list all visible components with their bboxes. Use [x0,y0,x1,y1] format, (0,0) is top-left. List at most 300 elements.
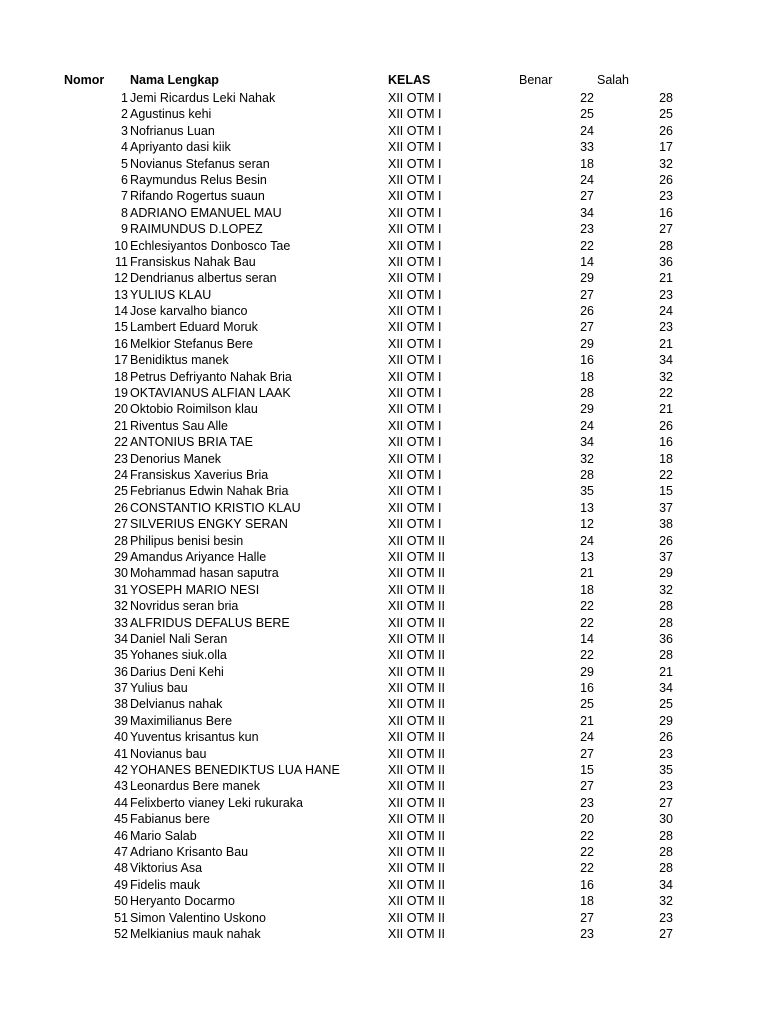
cell-nomor: 40 [114,730,128,745]
cell-nomor: 49 [114,877,128,892]
table-row [0,336,768,352]
cell-kelas: XII OTM II [388,795,445,810]
cell-kelas: XII OTM I [388,189,442,204]
cell-benar: 22 [580,828,594,843]
table-row [0,270,768,286]
cell-nama-lengkap: SILVERIUS ENGKY SERAN [130,517,288,532]
cell-nomor: 6 [121,172,128,187]
cell-kelas: XII OTM II [388,681,445,696]
cell-salah: 28 [659,861,673,876]
cell-nomor: 29 [114,549,128,564]
cell-nomor: 36 [114,664,128,679]
cell-kelas: XII OTM I [388,386,442,401]
table-row [0,680,768,696]
cell-salah: 22 [659,467,673,482]
cell-nomor: 14 [114,304,128,319]
cell-salah: 24 [659,304,673,319]
table-row [0,828,768,844]
cell-nomor: 44 [114,795,128,810]
table-row [0,139,768,155]
cell-nama-lengkap: YOHANES BENEDIKTUS LUA HANE [130,763,340,778]
cell-kelas: XII OTM II [388,763,445,778]
cell-nama-lengkap: Philipus benisi besin [130,533,244,548]
cell-salah: 23 [659,189,673,204]
cell-benar: 32 [580,451,594,466]
cell-kelas: XII OTM I [388,172,442,187]
table-row [0,188,768,204]
cell-kelas: XII OTM II [388,648,445,663]
cell-benar: 27 [580,779,594,794]
cell-benar: 34 [580,435,594,450]
cell-benar: 23 [580,222,594,237]
table-row [0,811,768,827]
cell-salah: 25 [659,107,673,122]
cell-kelas: XII OTM II [388,779,445,794]
table-row [0,418,768,434]
cell-nomor: 3 [121,123,128,138]
table-row [0,860,768,876]
cell-salah: 23 [659,320,673,335]
table-row [0,123,768,139]
cell-nomor: 26 [114,500,128,515]
cell-salah: 28 [659,615,673,630]
cell-salah: 16 [659,435,673,450]
cell-kelas: XII OTM II [388,910,445,925]
cell-salah: 26 [659,533,673,548]
cell-benar: 24 [580,172,594,187]
table-row [0,500,768,516]
cell-nomor: 24 [114,467,128,482]
cell-nama-lengkap: Felixberto vianey Leki rukuraka [130,795,303,810]
cell-kelas: XII OTM II [388,746,445,761]
cell-nomor: 47 [114,844,128,859]
cell-salah: 23 [659,779,673,794]
cell-kelas: XII OTM I [388,140,442,155]
cell-salah: 28 [659,648,673,663]
cell-benar: 22 [580,861,594,876]
table-row [0,696,768,712]
cell-benar: 27 [580,746,594,761]
cell-kelas: XII OTM I [388,123,442,138]
table-row [0,582,768,598]
cell-kelas: XII OTM I [388,336,442,351]
cell-nama-lengkap: OKTAVIANUS ALFIAN LAAK [130,386,291,401]
cell-salah: 23 [659,746,673,761]
table-row [0,385,768,401]
cell-kelas: XII OTM I [388,435,442,450]
cell-nama-lengkap: Lambert Eduard Moruk [130,320,258,335]
cell-kelas: XII OTM I [388,418,442,433]
cell-nomor: 21 [114,418,128,433]
cell-nomor: 39 [114,713,128,728]
cell-benar: 28 [580,467,594,482]
cell-nomor: 35 [114,648,128,663]
table-row [0,565,768,581]
cell-benar: 22 [580,91,594,105]
cell-salah: 18 [659,451,673,466]
cell-nomor: 48 [114,861,128,876]
cell-benar: 29 [580,664,594,679]
cell-benar: 27 [580,910,594,925]
cell-nomor: 23 [114,451,128,466]
cell-salah: 32 [659,894,673,909]
cell-nama-lengkap: Melkior Stefanus Bere [130,336,253,351]
cell-nama-lengkap: ADRIANO EMANUEL MAU [130,205,282,220]
table-row [0,631,768,647]
cell-benar: 21 [580,566,594,581]
cell-salah: 34 [659,877,673,892]
cell-benar: 29 [580,271,594,286]
cell-nomor: 43 [114,779,128,794]
cell-kelas: XII OTM II [388,549,445,564]
table-row [0,533,768,549]
cell-benar: 24 [580,533,594,548]
cell-kelas: XII OTM I [388,287,442,302]
cell-nama-lengkap: Daniel Nali Seran [130,631,228,646]
cell-salah: 17 [659,140,673,155]
table-row [0,451,768,467]
cell-nama-lengkap: Agustinus kehi [130,107,212,122]
table-row [0,90,768,106]
table-row [0,483,768,499]
cell-kelas: XII OTM I [388,517,442,532]
cell-nomor: 33 [114,615,128,630]
cell-salah: 26 [659,418,673,433]
cell-salah: 28 [659,599,673,614]
cell-kelas: XII OTM II [388,533,445,548]
cell-kelas: XII OTM II [388,861,445,876]
table-row [0,434,768,450]
table-row [0,287,768,303]
cell-nomor: 12 [114,271,128,286]
cell-salah: 23 [659,287,673,302]
cell-nomor: 2 [121,107,128,122]
cell-kelas: XII OTM II [388,631,445,646]
cell-kelas: XII OTM I [388,467,442,482]
table-row [0,910,768,926]
cell-nomor: 8 [121,205,128,220]
cell-benar: 25 [580,107,594,122]
cell-benar: 23 [580,795,594,810]
cell-nama-lengkap: Jose karvalho bianco [130,304,248,319]
table-row [0,795,768,811]
cell-nomor: 15 [114,320,128,335]
cell-nomor: 46 [114,828,128,843]
header-benar: Benar [519,73,553,87]
table-row [0,778,768,794]
cell-benar: 27 [580,320,594,335]
cell-salah: 26 [659,123,673,138]
cell-nomor: 5 [121,156,128,171]
cell-kelas: XII OTM II [388,926,445,941]
cell-salah: 26 [659,172,673,187]
cell-nama-lengkap: Fransiskus Nahak Bau [130,254,256,269]
cell-nomor: 16 [114,336,128,351]
table-row [0,156,768,172]
cell-salah: 34 [659,681,673,696]
cell-salah: 15 [659,484,673,499]
cell-benar: 13 [580,500,594,515]
cell-nama-lengkap: YULIUS KLAU [130,287,212,302]
cell-salah: 27 [659,222,673,237]
cell-salah: 16 [659,205,673,220]
cell-benar: 27 [580,189,594,204]
cell-salah: 27 [659,926,673,941]
cell-benar: 16 [580,353,594,368]
cell-nama-lengkap: Simon Valentino Uskono [130,910,266,925]
cell-nama-lengkap: Adriano Krisanto Bau [130,844,249,859]
cell-nama-lengkap: Novianus Stefanus seran [130,156,270,171]
cell-nama-lengkap: RAIMUNDUS D.LOPEZ [130,222,263,237]
cell-salah: 36 [659,631,673,646]
cell-nama-lengkap: Raymundus Relus Besin [130,172,267,187]
cell-kelas: XII OTM II [388,812,445,827]
cell-benar: 27 [580,287,594,302]
cell-nama-lengkap: Novianus bau [130,746,207,761]
cell-salah: 32 [659,369,673,384]
cell-salah: 26 [659,730,673,745]
cell-salah: 21 [659,336,673,351]
cell-nama-lengkap: Echlesiyantos Donbosco Tae [130,238,291,253]
cell-salah: 34 [659,353,673,368]
cell-benar: 22 [580,238,594,253]
cell-nama-lengkap: Nofrianus Luan [130,123,215,138]
cell-benar: 21 [580,713,594,728]
cell-benar: 22 [580,615,594,630]
cell-nama-lengkap: Rifando Rogertus suaun [130,189,265,204]
cell-nomor: 11 [115,254,128,269]
cell-kelas: XII OTM II [388,730,445,745]
cell-salah: 30 [659,812,673,827]
cell-salah: 32 [659,156,673,171]
cell-nomor: 52 [114,926,128,941]
cell-benar: 24 [580,730,594,745]
cell-kelas: XII OTM I [388,369,442,384]
cell-salah: 35 [659,763,673,778]
table-row [0,319,768,335]
header-nama-lengkap: Nama Lengkap [130,73,219,87]
table-row [0,516,768,532]
table-row [0,221,768,237]
cell-benar: 24 [580,418,594,433]
cell-nomor: 22 [114,435,128,450]
cell-nama-lengkap: Oktobio Roimilson klau [130,402,258,417]
cell-nama-lengkap: YOSEPH MARIO NESI [130,582,260,597]
table-row [0,238,768,254]
cell-nama-lengkap: Maximilianus Bere [130,713,233,728]
cell-nomor: 45 [114,812,128,827]
table-row [0,893,768,909]
table-row [0,254,768,270]
cell-nama-lengkap: Novridus seran bria [130,599,239,614]
cell-nama-lengkap: Yulius bau [130,681,188,696]
table-row [0,713,768,729]
cell-nomor: 19 [114,386,128,401]
cell-benar: 13 [580,549,594,564]
cell-benar: 22 [580,648,594,663]
cell-benar: 28 [580,386,594,401]
cell-salah: 29 [659,713,673,728]
table-row [0,664,768,680]
cell-salah: 38 [659,517,673,532]
cell-nama-lengkap: ALFRIDUS DEFALUS BERE [130,615,290,630]
table-row [0,303,768,319]
cell-nama-lengkap: Benidiktus manek [130,353,229,368]
cell-salah: 36 [659,254,673,269]
cell-kelas: XII OTM II [388,615,445,630]
cell-salah: 32 [659,582,673,597]
cell-benar: 18 [580,156,594,171]
cell-benar: 22 [580,844,594,859]
header-kelas: KELAS [388,73,431,87]
cell-nomor: 34 [114,631,128,646]
cell-kelas: XII OTM I [388,500,442,515]
cell-benar: 22 [580,599,594,614]
cell-salah: 22 [659,386,673,401]
cell-nama-lengkap: Fabianus bere [130,812,210,827]
cell-kelas: XII OTM I [388,484,442,499]
cell-nama-lengkap: Yuventus krisantus kun [130,730,259,745]
cell-nomor: 51 [114,910,128,925]
cell-benar: 16 [580,681,594,696]
cell-nomor: 41 [114,746,128,761]
cell-nomor: 27 [114,517,128,532]
cell-nama-lengkap: Mario Salab [130,828,197,843]
cell-salah: 28 [659,91,673,105]
cell-nomor: 31 [114,582,128,597]
cell-nama-lengkap: Fidelis mauk [130,877,201,892]
header-salah: Salah [597,73,629,87]
cell-nomor: 4 [121,140,128,155]
cell-nama-lengkap: Denorius Manek [130,451,222,466]
cell-benar: 18 [580,369,594,384]
cell-nama-lengkap: Darius Deni Kehi [130,664,224,679]
cell-kelas: XII OTM I [388,271,442,286]
cell-nama-lengkap: Apriyanto dasi kiik [130,140,231,155]
cell-salah: 21 [659,664,673,679]
table-row [0,762,768,778]
table-row [0,106,768,122]
cell-kelas: XII OTM I [388,353,442,368]
cell-nama-lengkap: Jemi Ricardus Leki Nahak [130,91,276,105]
cell-nomor: 30 [114,566,128,581]
cell-kelas: XII OTM II [388,894,445,909]
cell-kelas: XII OTM I [388,254,442,269]
cell-nama-lengkap: ANTONIUS BRIA TAE [130,435,253,450]
table-row [0,172,768,188]
cell-benar: 29 [580,336,594,351]
cell-benar: 15 [580,763,594,778]
cell-benar: 14 [580,631,594,646]
table-row [0,647,768,663]
header-nomor: Nomor [64,73,105,87]
cell-nomor: 37 [114,681,128,696]
cell-nama-lengkap: Fransiskus Xaverius Bria [130,467,269,482]
cell-kelas: XII OTM II [388,713,445,728]
cell-kelas: XII OTM II [388,877,445,892]
table-row [0,926,768,942]
table-row [0,401,768,417]
cell-salah: 28 [659,828,673,843]
cell-nama-lengkap: Mohammad hasan saputra [130,566,279,581]
cell-nama-lengkap: Riventus Sau Alle [130,418,228,433]
table-row [0,205,768,221]
cell-benar: 18 [580,894,594,909]
table-row [0,369,768,385]
table-row [0,615,768,631]
cell-kelas: XII OTM II [388,828,445,843]
cell-nomor: 1 [121,91,128,105]
cell-kelas: XII OTM I [388,402,442,417]
cell-nomor: 25 [114,484,128,499]
cell-nomor: 7 [121,189,128,204]
cell-kelas: XII OTM II [388,664,445,679]
table-row [0,598,768,614]
table-row [0,467,768,483]
cell-benar: 12 [580,517,594,532]
cell-benar: 24 [580,123,594,138]
cell-benar: 33 [580,140,594,155]
cell-nama-lengkap: Yohanes siuk.olla [130,648,227,663]
table-row [0,877,768,893]
cell-nomor: 28 [114,533,128,548]
cell-salah: 28 [659,844,673,859]
cell-nomor: 32 [114,599,128,614]
cell-salah: 21 [659,271,673,286]
cell-salah: 27 [659,795,673,810]
cell-nomor: 50 [114,894,128,909]
cell-kelas: XII OTM I [388,107,442,122]
cell-nomor: 17 [114,353,128,368]
cell-kelas: XII OTM II [388,566,445,581]
cell-nama-lengkap: Leonardus Bere manek [130,779,260,794]
table-body [0,90,768,942]
cell-nomor: 18 [114,369,128,384]
cell-kelas: XII OTM II [388,697,445,712]
cell-nomor: 38 [114,697,128,712]
cell-benar: 25 [580,697,594,712]
cell-nomor: 10 [114,238,128,253]
cell-salah: 28 [659,238,673,253]
cell-nama-lengkap: Delvianus nahak [130,697,223,712]
cell-kelas: XII OTM I [388,91,442,105]
cell-salah: 25 [659,697,673,712]
cell-nomor: 9 [121,222,128,237]
table-row [0,352,768,368]
table-row [0,746,768,762]
cell-nomor: 42 [114,763,128,778]
cell-salah: 21 [659,402,673,417]
cell-kelas: XII OTM I [388,304,442,319]
cell-salah: 23 [659,910,673,925]
cell-salah: 29 [659,566,673,581]
cell-nama-lengkap: Amandus Ariyance Halle [130,549,267,564]
cell-kelas: XII OTM I [388,320,442,335]
cell-kelas: XII OTM II [388,582,445,597]
cell-benar: 35 [580,484,594,499]
cell-nama-lengkap: CONSTANTIO KRISTIO KLAU [130,500,301,515]
cell-kelas: XII OTM I [388,156,442,171]
cell-benar: 20 [580,812,594,827]
cell-nomor: 13 [114,287,128,302]
cell-benar: 26 [580,304,594,319]
table-row [0,844,768,860]
cell-benar: 23 [580,926,594,941]
cell-benar: 18 [580,582,594,597]
cell-nomor: 20 [114,402,128,417]
cell-salah: 37 [659,549,673,564]
cell-nama-lengkap: Melkianius mauk nahak [130,926,261,941]
